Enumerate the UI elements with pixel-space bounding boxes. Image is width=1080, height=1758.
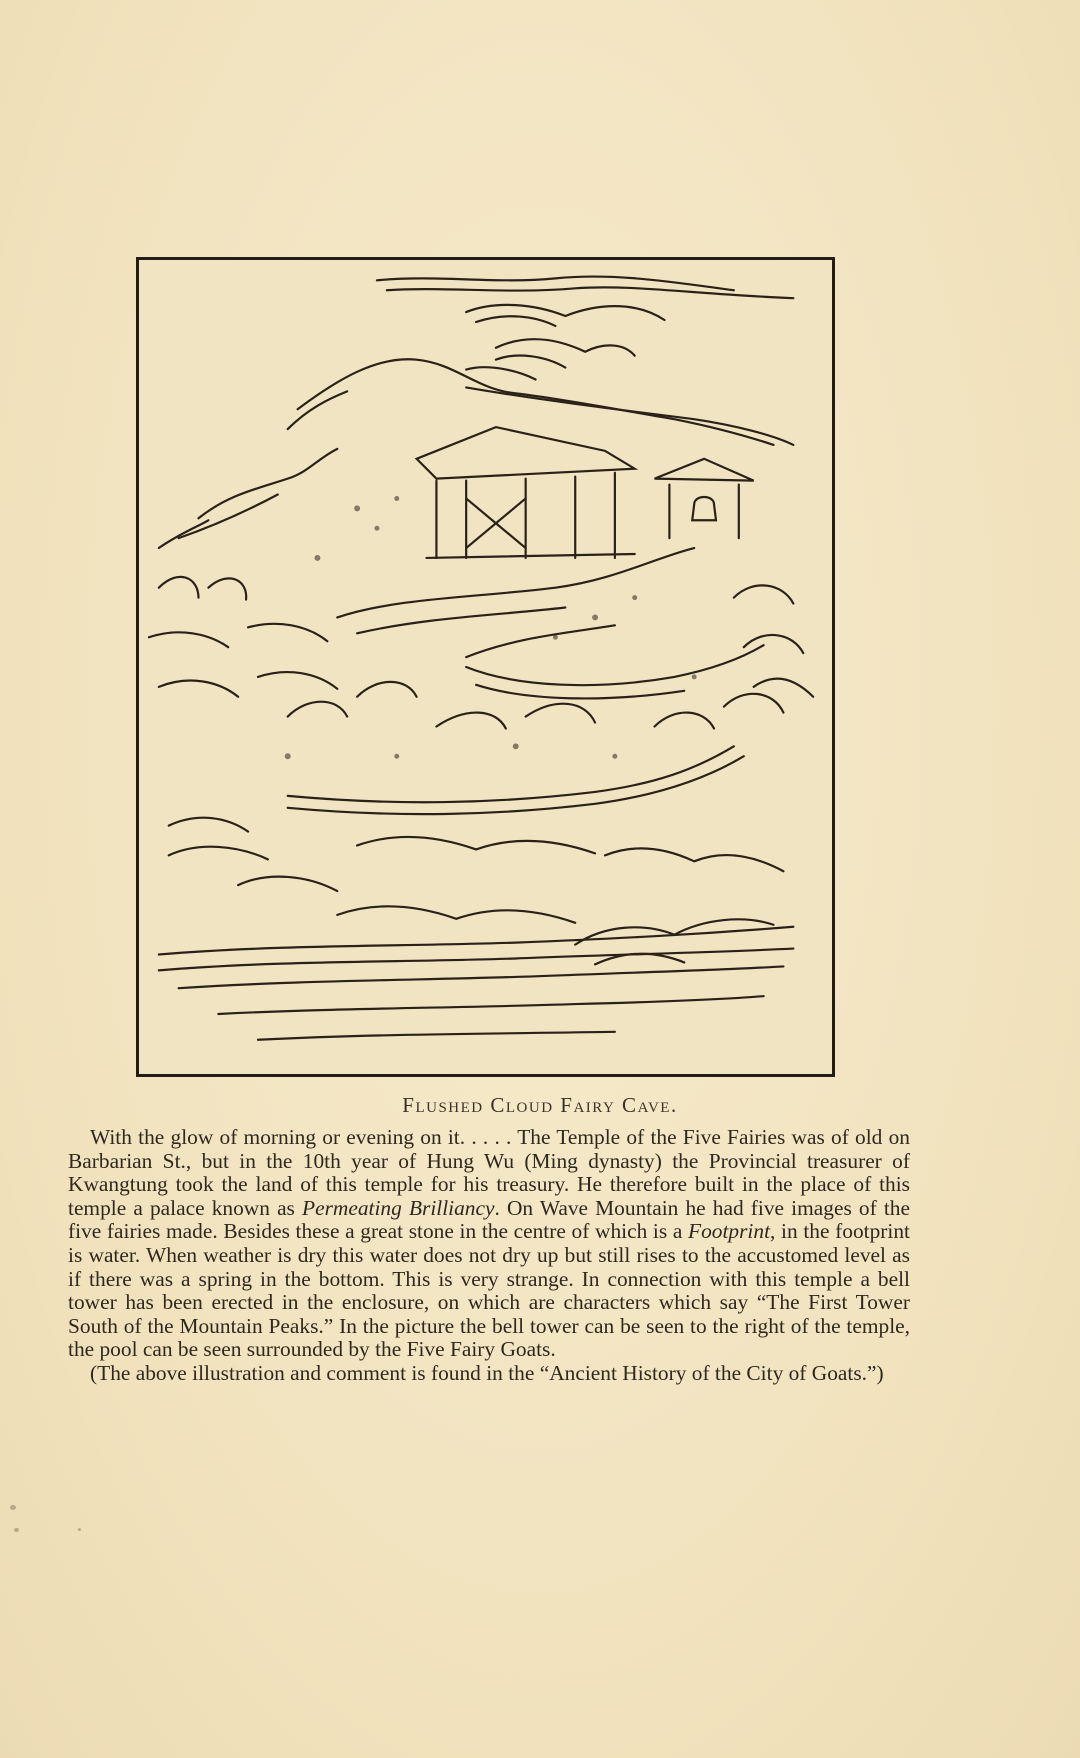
paragraph-1-part-3: , in the footprint is water. When weather is dry this water does not dry up but still rises to the accustomed level as if there was a spring in the bottom. This is very strange. In connection with this temple a bell tower has been erected in the enclosure, on which are characters which say “The First Tower South of the Mountain Peaks.” In the picture the bell tower can be seen to the right of the temple, the pool can be seen surrounded by the Five Fairy Goats. <box>68 1219 910 1362</box>
figure-caption: Flushed Cloud Fairy Cave. <box>402 1093 678 1117</box>
italic-permeating-brilliancy: Permeating Brilliancy <box>302 1195 495 1220</box>
italic-footprint: Footprint <box>688 1219 771 1244</box>
woodcut-drawing <box>139 260 832 1074</box>
paper-speck <box>14 1528 19 1532</box>
body-text <box>68 1126 910 1386</box>
paragraph-1-part-1: With the glow of morning or evening on it. . . . . The Temple of the Five Fairies was of old on Barbarian St., but in the 10th year of Hung Wu (Ming dynasty) the Provincial treasurer of Kwangtung took the land of this temple for his treasury. He therefore built in the place of this temple a palace known as <box>68 1125 910 1220</box>
paper-speck <box>78 1528 81 1531</box>
paragraph-2: (The above illustration and comment is found in the “Ancient History of the City of Goats.”) <box>90 1360 884 1385</box>
paper-speck <box>10 1505 16 1510</box>
woodcut-illustration <box>136 257 835 1077</box>
paragraph-1 <box>68 1126 910 1362</box>
paragraph-1-part-2: . On Wave Mountain he had five images of the five fairies made. Besides these a great stone in the centre of which is a <box>68 1195 910 1244</box>
